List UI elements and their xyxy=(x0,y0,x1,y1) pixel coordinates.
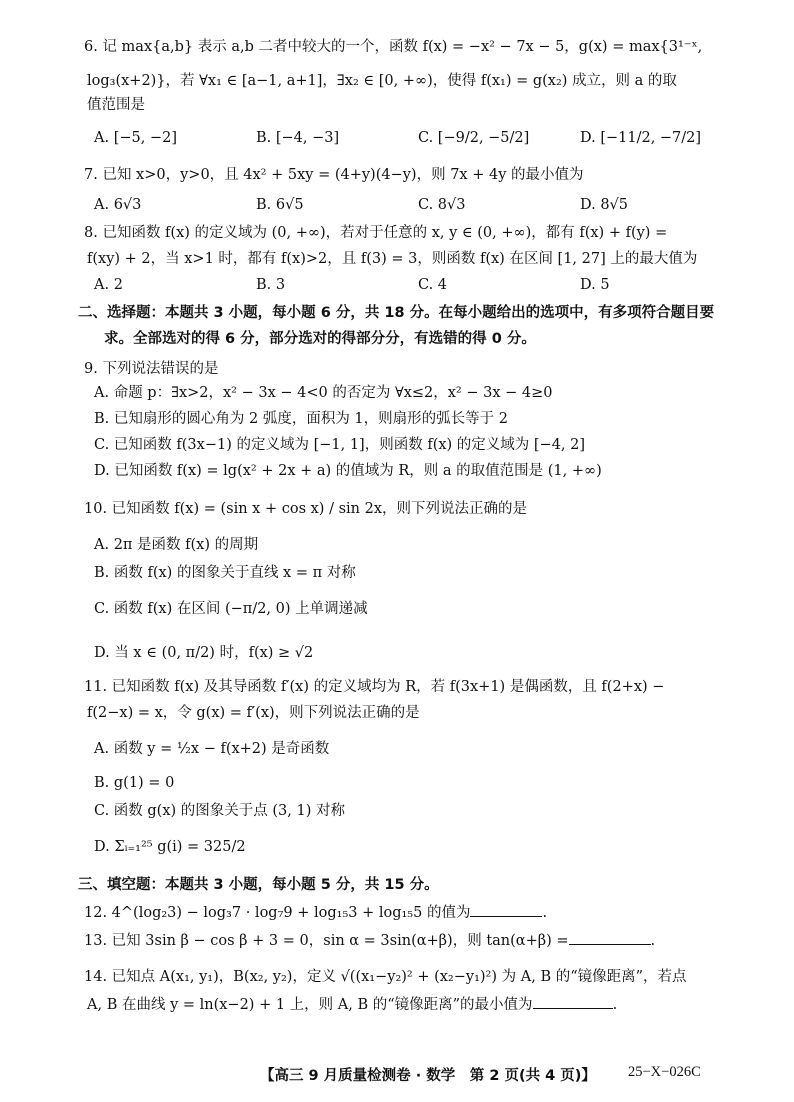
q6-option-a: A. [−5, −2] xyxy=(94,130,177,146)
q13-text: 13. 已知 3sin β − cos β + 3 = 0，sin α = 3sin(α+β)，则 tan(α+β) = xyxy=(84,933,569,949)
q11-option-a: A. 函数 y = ½x − f(x+2) 是奇函数 xyxy=(94,741,330,757)
q14-answer-blank[interactable] xyxy=(533,1008,613,1009)
q11-line2: f(2−x) = x，令 g(x) = f′(x)，则下列说法正确的是 xyxy=(87,705,420,721)
q7-option-c: C. 8√3 xyxy=(418,197,466,213)
q6-line3: 值范围是 xyxy=(87,97,145,113)
q7-option-a: A. 6√3 xyxy=(94,197,142,213)
q8-option-c: C. 4 xyxy=(418,277,448,293)
q12-text: 12. 4^(log₂3) − log₃7 · log₇9 + log₁₅3 + log₁₅5 的值为 xyxy=(84,905,471,921)
q12 xyxy=(84,902,547,924)
q11-option-d: D. Σᵢ₌₁²⁵ g(i) = 325/2 xyxy=(94,839,246,855)
q11-line1: 11. 已知函数 f(x) 及其导函数 f′(x) 的定义域均为 R，若 f(3x+1) 是偶函数，且 f(2+x) − xyxy=(84,679,665,695)
footer-code: 25−X−026C xyxy=(628,1064,701,1080)
section3-heading: 三、填空题：本题共 3 小题，每小题 5 分，共 15 分。 xyxy=(78,877,439,893)
section2-heading-line2: 求。全部选对的得 6 分，部分选对的得部分分，有选错的得 0 分。 xyxy=(104,331,536,347)
q9-option-a: A. 命题 p：∃x>2，x² − 3x − 4<0 的否定为 ∀x≤2，x² − 3x − 4≥0 xyxy=(94,385,553,401)
q9-option-c: C. 已知函数 f(3x−1) 的定义域为 [−1, 1]，则函数 f(x) 的定义域为 [−4, 2] xyxy=(94,437,586,453)
q10-option-b: B. 函数 f(x) 的图象关于直线 x = π 对称 xyxy=(94,565,356,581)
q11-option-b: B. g(1) = 0 xyxy=(94,775,175,791)
q14-end: . xyxy=(612,997,618,1013)
q9-option-d: D. 已知函数 f(x) = lg(x² + 2x + a) 的值域为 R，则 a 的取值范围是 (1, +∞) xyxy=(94,463,602,479)
q10-option-c: C. 函数 f(x) 在区间 (−π/2, 0) 上单调递减 xyxy=(94,601,368,617)
q10-stem: 10. 已知函数 f(x) = (sin x + cos x) / sin 2x，则下列说法正确的是 xyxy=(84,501,527,517)
q14-line2 xyxy=(87,994,617,1016)
q9-stem: 9. 下列说法错误的是 xyxy=(84,361,219,377)
q12-answer-blank[interactable] xyxy=(470,916,542,917)
q14-line1: 14. 已知点 A(x₁, y₁)，B(x₂, y₂)，定义 √((x₁−y₂)² + (x₂−y₁)²) 为 A, B 的“镜像距离”，若点 xyxy=(84,969,687,985)
q8-option-b: B. 3 xyxy=(256,277,286,293)
q14-line2-text: A, B 在曲线 y = ln(x−2) + 1 上，则 A, B 的“镜像距离”的最小值为 xyxy=(87,997,533,1013)
q13-answer-blank[interactable] xyxy=(569,944,651,945)
q8-option-d: D. 5 xyxy=(580,277,610,293)
q7-option-d: D. 8√5 xyxy=(580,197,629,213)
q11-option-c: C. 函数 g(x) 的图象关于点 (3, 1) 对称 xyxy=(94,803,345,819)
footer-title: 【高三 9 月质量检测卷 · 数学 第 2 页(共 4 页)】 xyxy=(260,1068,596,1084)
q6-option-b: B. [−4, −3] xyxy=(256,130,340,146)
q6-line2: log₃(x+2)}，若 ∀x₁ ∈ [a−1, a+1]，∃x₂ ∈ [0, +∞)，使得 f(x₁) = g(x₂) 成立，则 a 的取 xyxy=(87,73,677,89)
q6-line1: 6. 记 max{a,b} 表示 a,b 二者中较大的一个，函数 f(x) = −x² − 7x − 5，g(x) = max{3¹⁻ˣ, xyxy=(84,39,703,55)
q8-line2: f(xy) + 2，当 x>1 时，都有 f(x)>2，且 f(3) = 3，则函数 f(x) 在区间 [1, 27] 上的最大值为 xyxy=(87,251,698,267)
q10-option-d: D. 当 x ∈ (0, π/2) 时，f(x) ≥ √2 xyxy=(94,645,314,661)
q10-option-a: A. 2π 是函数 f(x) 的周期 xyxy=(94,537,259,553)
q9-option-b: B. 已知扇形的圆心角为 2 弧度，面积为 1，则扇形的弧长等于 2 xyxy=(94,411,508,427)
q8-line1: 8. 已知函数 f(x) 的定义域为 (0, +∞)，若对于任意的 x, y ∈ (0, +∞)，都有 f(x) + f(y) = xyxy=(84,225,668,241)
q13 xyxy=(84,930,655,952)
section2-heading-line1: 二、选择题：本题共 3 小题，每小题 6 分，共 18 分。在每小题给出的选项中，有多项符合题目要 xyxy=(78,305,715,321)
q8-option-a: A. 2 xyxy=(94,277,123,293)
q7-stem: 7. 已知 x>0，y>0，且 4x² + 5xy = (4+y)(4−y)，则 7x + 4y 的最小值为 xyxy=(84,167,584,183)
q6-option-d: D. [−11/2, −7/2] xyxy=(580,130,702,146)
q12-end: . xyxy=(542,905,548,921)
q13-end: . xyxy=(650,933,656,949)
q7-option-b: B. 6√5 xyxy=(256,197,304,213)
q6-option-c: C. [−9/2, −5/2] xyxy=(418,130,530,146)
